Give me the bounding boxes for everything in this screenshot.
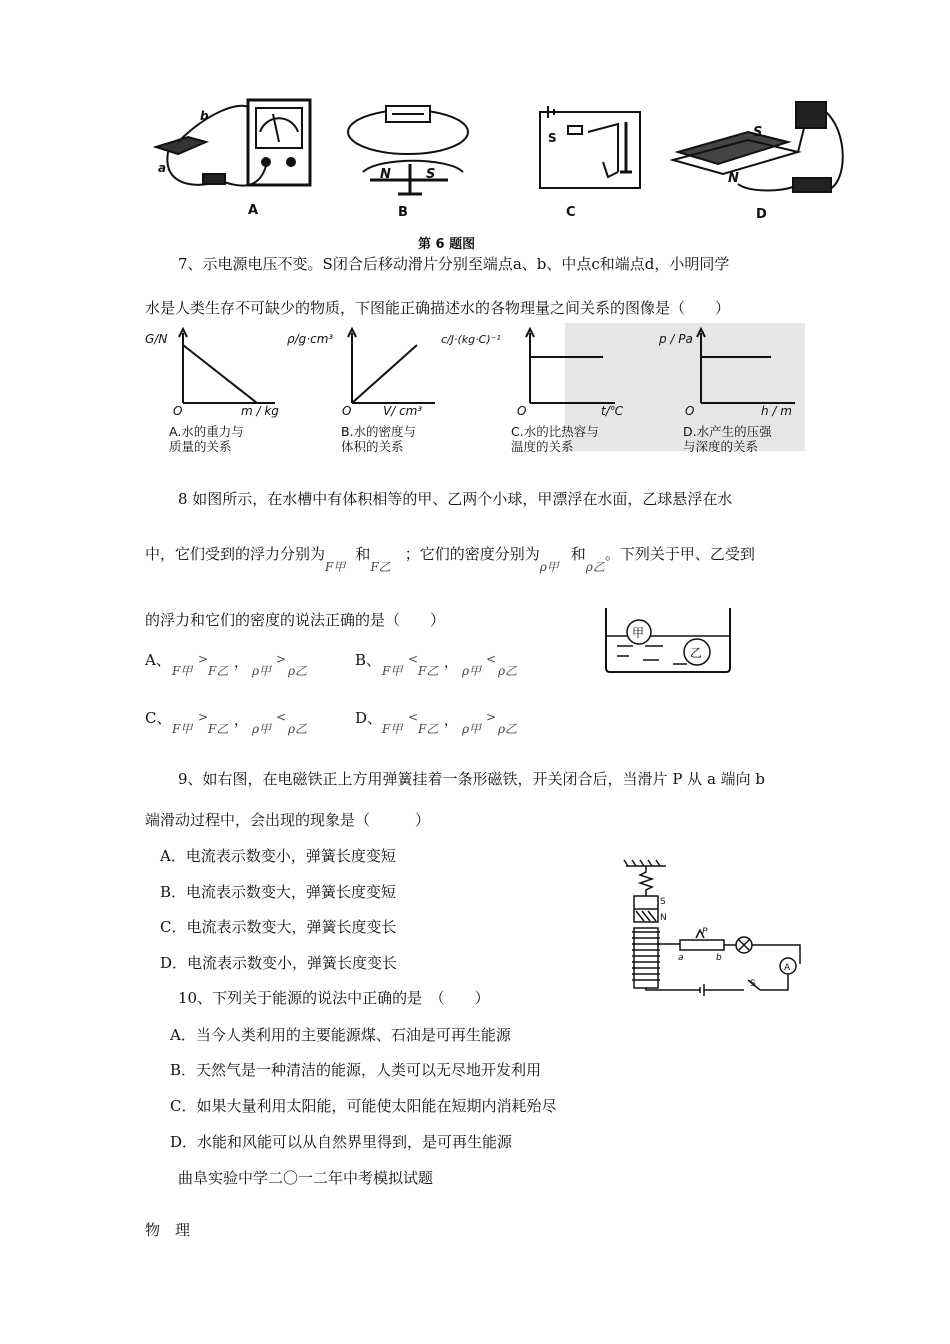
svg-text:a: a [158, 161, 167, 175]
q8-option-b-expr: F甲 < F乙 ， ρ甲 < ρ乙 [382, 652, 518, 678]
q10-option-a[interactable]: A．当今人类利用的主要能源煤、石油是可再生能源 [170, 1026, 511, 1044]
q8-tank-figure [603, 606, 733, 676]
q8-line3: 的浮力和它们的密度的说法正确的是（ ） [145, 611, 446, 629]
q10-option-d[interactable]: D．水能和风能可以从自然界里得到，是可再生能源 [170, 1133, 513, 1151]
svg-text:b: b [200, 109, 209, 123]
q9-option-a[interactable]: A．电流表示数变小，弹簧长度变短 [160, 847, 396, 865]
q9-option-c[interactable]: C．电流表示数变大，弹簧长度变长 [160, 918, 397, 936]
svg-text:D: D [756, 207, 767, 222]
svg-text:S: S [753, 125, 763, 140]
subject-title: 物 理 [145, 1221, 191, 1239]
svg-text:D.水产生的压强: D.水产生的压强 [683, 424, 772, 439]
q8-line2: 中，它们受到的浮力分别为$_{F甲}$和$_{F乙}$；它们的密度分别为$_{\rho 甲}$和$_{\rho 乙}$。下列关于甲、乙受到 [145, 545, 755, 574]
svg-text:N: N [728, 171, 739, 186]
q10-stem: 10、下列关于能源的说法中正确的是 （ ） [178, 989, 490, 1007]
q9-line1: 9、如右图，在电磁铁正上方用弹簧挂着一条形磁铁，开关闭合后，当滑片 P 从 a 端向 b [178, 770, 766, 788]
svg-text:O: O [342, 404, 352, 418]
q8-option-d[interactable]: D、 [355, 709, 383, 727]
q7-graph-svg [145, 323, 805, 455]
svg-text:c/J·(kg·C)⁻¹: c/J·(kg·C)⁻¹ [441, 333, 501, 346]
q7-graphs [145, 323, 805, 455]
svg-text:S: S [660, 897, 666, 907]
svg-text:O: O [517, 404, 527, 418]
svg-text:B: B [398, 205, 408, 220]
q10-option-b[interactable]: B．天然气是一种清洁的能源，人类可以无尽地开发利用 [170, 1061, 542, 1079]
svg-text:甲: 甲 [632, 626, 645, 640]
svg-text:与深度的关系: 与深度的关系 [683, 439, 759, 454]
svg-text:N: N [380, 167, 391, 182]
svg-text:S: S [426, 167, 436, 182]
svg-text:b: b [716, 953, 722, 963]
svg-text:A: A [784, 963, 791, 973]
svg-text:B.水的密度与: B.水的密度与 [341, 424, 417, 439]
q6-caption: 第 6 题图 [418, 237, 476, 252]
q8-option-c[interactable]: C、 [145, 709, 172, 727]
svg-text:A: A [248, 203, 259, 218]
svg-text:A.水的重力与: A.水的重力与 [169, 424, 244, 439]
q8-option-b[interactable]: B、 [355, 651, 382, 669]
svg-text:p / Pa: p / Pa [659, 332, 693, 346]
q9-option-d[interactable]: D．电流表示数变小，弹簧长度变长 [160, 954, 398, 972]
svg-text:m / kg: m / kg [241, 404, 279, 418]
q9-line2: 端滑动过程中，会出现的现象是（ ） [145, 811, 431, 829]
svg-text:S: S [750, 979, 756, 989]
svg-text:C.水的比热容与: C.水的比热容与 [511, 424, 599, 439]
svg-text:体积的关系: 体积的关系 [341, 439, 404, 454]
svg-text:N: N [660, 913, 667, 923]
q8-option-d-expr: F甲 < F乙 ， ρ甲 > ρ乙 [382, 710, 518, 736]
svg-text:O: O [173, 404, 183, 418]
svg-text:a: a [678, 953, 684, 963]
svg-text:S: S [548, 131, 557, 145]
q9-option-b[interactable]: B．电流表示数变大，弹簧长度变短 [160, 883, 397, 901]
svg-text:温度的关系: 温度的关系 [511, 439, 574, 454]
q8-option-a[interactable]: A、 [145, 651, 171, 669]
q8-option-a-expr: F甲 > F乙 ， ρ甲 > ρ乙 [172, 652, 308, 678]
q8-option-c-expr: F甲 > F乙 ， ρ甲 < ρ乙 [172, 710, 308, 736]
q7-line1: 7、示电源电压不变。S闭合后移动滑片分别至端点a、b、中点c和端点d，小明同学 [178, 255, 730, 273]
svg-text:V/ cm³: V/ cm³ [383, 404, 423, 418]
school-title: 曲阜实验中学二〇一二年中考模拟试题 [178, 1169, 434, 1187]
svg-text:质量的关系: 质量的关系 [169, 439, 232, 454]
svg-text:C: C [566, 205, 576, 220]
svg-text:h / m: h / m [761, 404, 792, 418]
q6-figure [148, 92, 853, 247]
svg-text:乙: 乙 [690, 646, 703, 660]
q9-circuit-figure [620, 858, 810, 998]
svg-text:ρ/g·cm³: ρ/g·cm³ [287, 332, 334, 346]
svg-text:t/℃: t/℃ [601, 404, 624, 418]
q10-option-c[interactable]: C．如果大量利用太阳能，可能使太阳能在短期内消耗殆尽 [170, 1097, 557, 1115]
q8-line1: 8 如图所示，在水槽中有体积相等的甲、乙两个小球，甲漂浮在水面，乙球悬浮在水 [178, 490, 733, 508]
svg-text:P: P [702, 927, 708, 937]
svg-text:O: O [685, 404, 695, 418]
graph-a-ylabel: G/N [145, 332, 168, 346]
q6-apparatus-drawings [148, 92, 853, 247]
q7-line2: 水是人类生存不可缺少的物质，下图能正确描述水的各物理量之间关系的图像是（ ） [145, 299, 731, 317]
